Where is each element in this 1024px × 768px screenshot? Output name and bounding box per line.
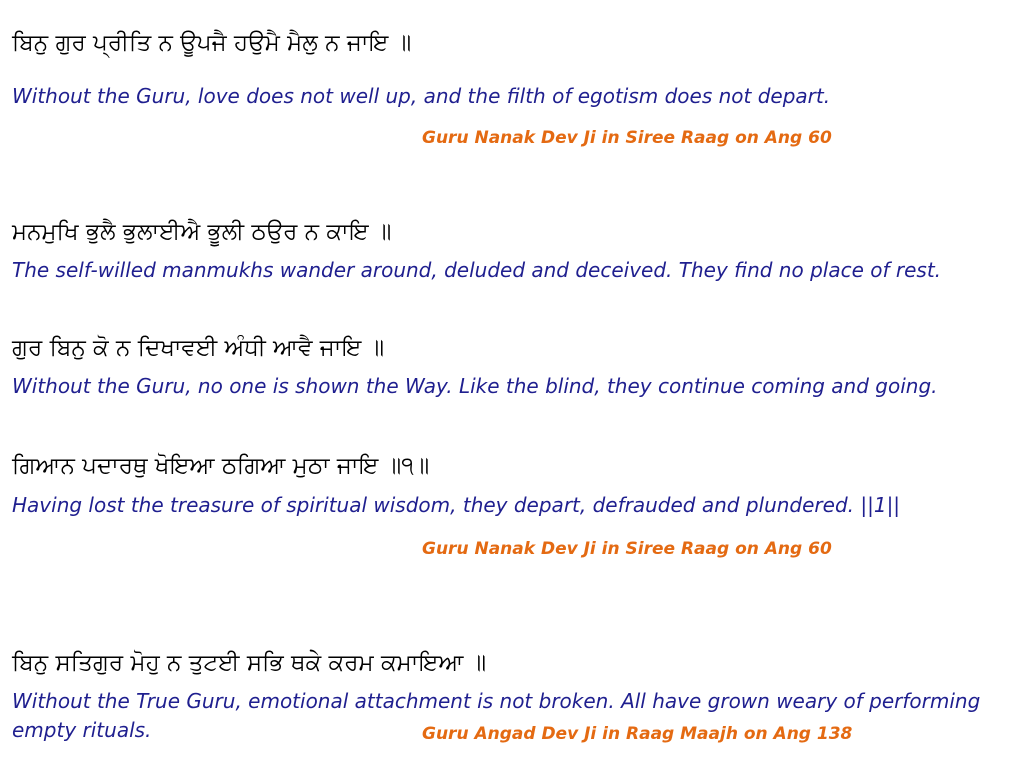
gurmukhi-line-1: ਬਿਨੁ ਗੁਰ ਪ੍ਰੀਤਿ ਨ ਊਪਜੈ ਹਉਮੈ ਮੈਲੁ ਨ ਜਾਇ ॥ bbox=[12, 30, 412, 56]
translation-line-4: Having lost the treasure of spiritual wisdom, they depart, defrauded and plundered. ||1|| bbox=[12, 493, 901, 517]
translation-line-2: The self-willed manmukhs wander around, deluded and deceived. They find no place of rest. bbox=[12, 258, 942, 282]
citation-3: Guru Angad Dev Ji in Raag Maajh on Ang 138 bbox=[422, 724, 853, 744]
citation-1: Guru Nanak Dev Ji in Siree Raag on Ang 60 bbox=[422, 128, 832, 148]
translation-line-5: Without the True Guru, emotional attachment is not broken. All have grown weary of performing empty rituals. bbox=[12, 689, 981, 742]
gurmukhi-line-5: ਬਿਨੁ ਸਤਿਗੁਰ ਮੋਹੁ ਨ ਤੁਟਈ ਸਭਿ ਥਕੇ ਕਰਮ ਕਮਾਇਆ ॥ bbox=[12, 650, 487, 676]
gurmukhi-line-4: ਗਿਆਨ ਪਦਾਰਥੁ ਖੋਇਆ ਠਗਿਆ ਮੁਠਾ ਜਾਇ ॥੧॥ bbox=[12, 453, 430, 479]
translation-line-1: Without the Guru, love does not well up, and the filth of egotism does not depart. bbox=[12, 84, 831, 108]
citation-2: Guru Nanak Dev Ji in Siree Raag on Ang 60 bbox=[422, 539, 832, 559]
translation-line-3: Without the Guru, no one is shown the Way. Like the blind, they continue coming and going. bbox=[12, 374, 938, 398]
gurmukhi-line-2: ਮਨਮੁਖਿ ਭੁਲੈ ਭੁਲਾਈਐ ਭੂਲੀ ਠਉਰ ਨ ਕਾਇ ॥ bbox=[12, 219, 392, 245]
gurmukhi-line-3: ਗੁਰ ਬਿਨੁ ਕੋ ਨ ਦਿਖਾਵਈ ਅੰਧੀ ਆਵੈ ਜਾਇ ॥ bbox=[12, 335, 385, 361]
